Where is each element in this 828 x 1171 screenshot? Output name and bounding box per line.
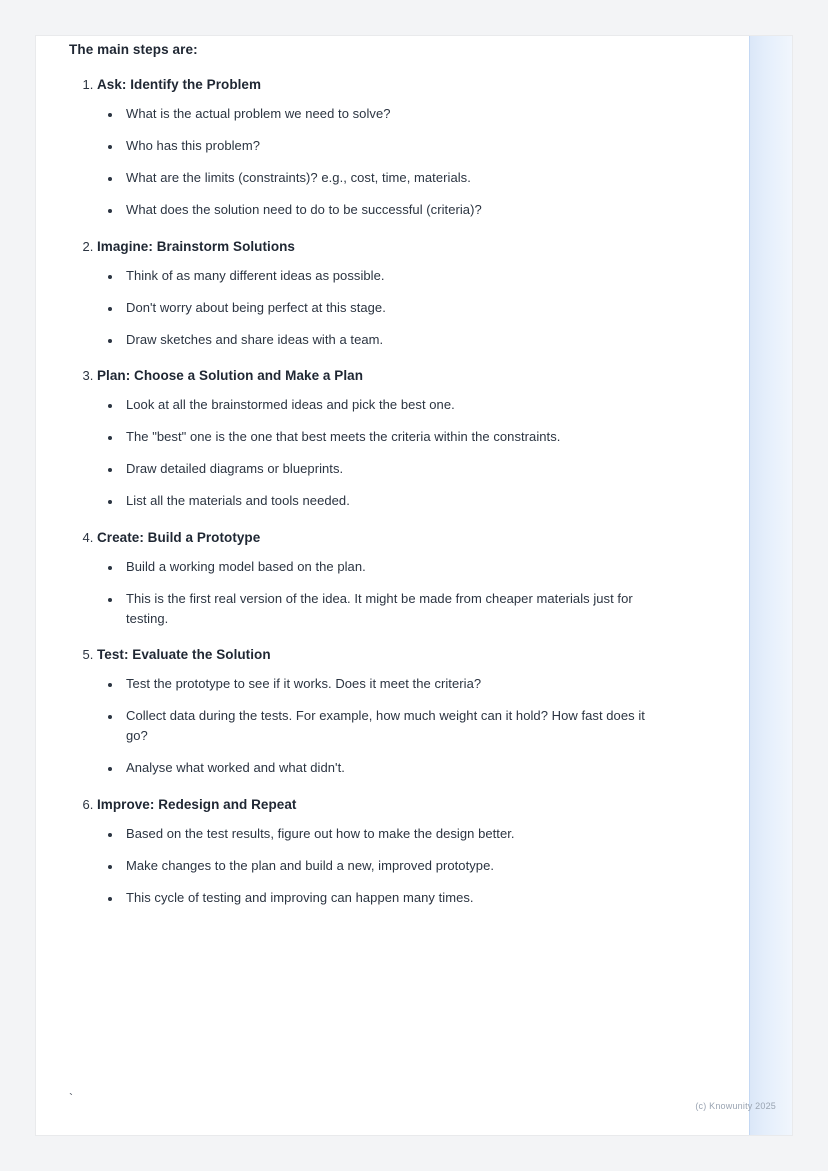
list-item: • What is the actual problem we need to solve?	[122, 104, 669, 124]
list-item	[97, 647, 669, 779]
step-bullets	[97, 674, 669, 779]
page-title: The main steps are:	[69, 42, 198, 57]
list-item: • Don't worry about being perfect at this stage.	[122, 298, 669, 318]
list-item	[97, 368, 669, 512]
list-item	[97, 797, 669, 908]
list-item: • What does the solution need to do to be successful (criteria)?	[122, 200, 669, 220]
list-item: • What are the limits (constraints)? e.g., cost, time, materials.	[122, 168, 669, 188]
step-title: 1. Ask: Identify the Problem	[97, 77, 262, 92]
list-item: • This is the first real version of the idea. It might be made from cheaper materials just for testing.	[122, 589, 669, 629]
list-item: • List all the materials and tools needed.	[122, 491, 669, 511]
list-item: • Build a working model based on the plan.	[122, 557, 669, 577]
list-item: • Test the prototype to see if it works. Does it meet the criteria?	[122, 674, 669, 694]
step-bullets	[97, 824, 669, 908]
document-page	[36, 36, 792, 1135]
list-item: • Analyse what worked and what didn't.	[122, 758, 669, 778]
list-item	[97, 530, 669, 629]
step-title: 5. Test: Evaluate the Solution	[97, 646, 271, 662]
page-side-band	[750, 36, 792, 1135]
list-item: • The "best" one is the one that best meets the criteria within the constraints.	[122, 427, 669, 447]
step-bullets	[97, 557, 669, 629]
list-item	[97, 77, 669, 221]
step-title: 3. Plan: Choose a Solution and Make a Plan	[97, 367, 363, 383]
steps-list	[69, 77, 669, 908]
list-item: • Who has this problem?	[122, 136, 669, 156]
document-content	[69, 42, 669, 926]
list-item	[97, 239, 669, 350]
list-item: • Draw sketches and share ideas with a team.	[122, 330, 669, 350]
list-item: • Make changes to the plan and build a new, improved prototype.	[122, 856, 669, 876]
list-item: • Draw detailed diagrams or blueprints.	[122, 459, 669, 479]
step-title: 6. Improve: Redesign and Repeat	[97, 796, 297, 812]
trailing-mark: `	[69, 1091, 73, 1105]
step-bullets	[97, 395, 669, 512]
step-title: 2. Imagine: Brainstorm Solutions	[97, 238, 295, 254]
step-bullets	[97, 104, 669, 221]
list-item: • This cycle of testing and improving can happen many times.	[122, 888, 669, 908]
list-item: • Collect data during the tests. For example, how much weight can it hold? How fast does it go?	[122, 706, 669, 746]
list-item: • Look at all the brainstormed ideas and pick the best one.	[122, 395, 669, 415]
step-bullets	[97, 266, 669, 350]
step-title: 4. Create: Build a Prototype	[97, 529, 261, 545]
footer-credit: (c) Knowunity 2025	[695, 1101, 776, 1111]
list-item: • Based on the test results, figure out how to make the design better.	[122, 824, 669, 844]
list-item: • Think of as many different ideas as possible.	[122, 266, 669, 286]
